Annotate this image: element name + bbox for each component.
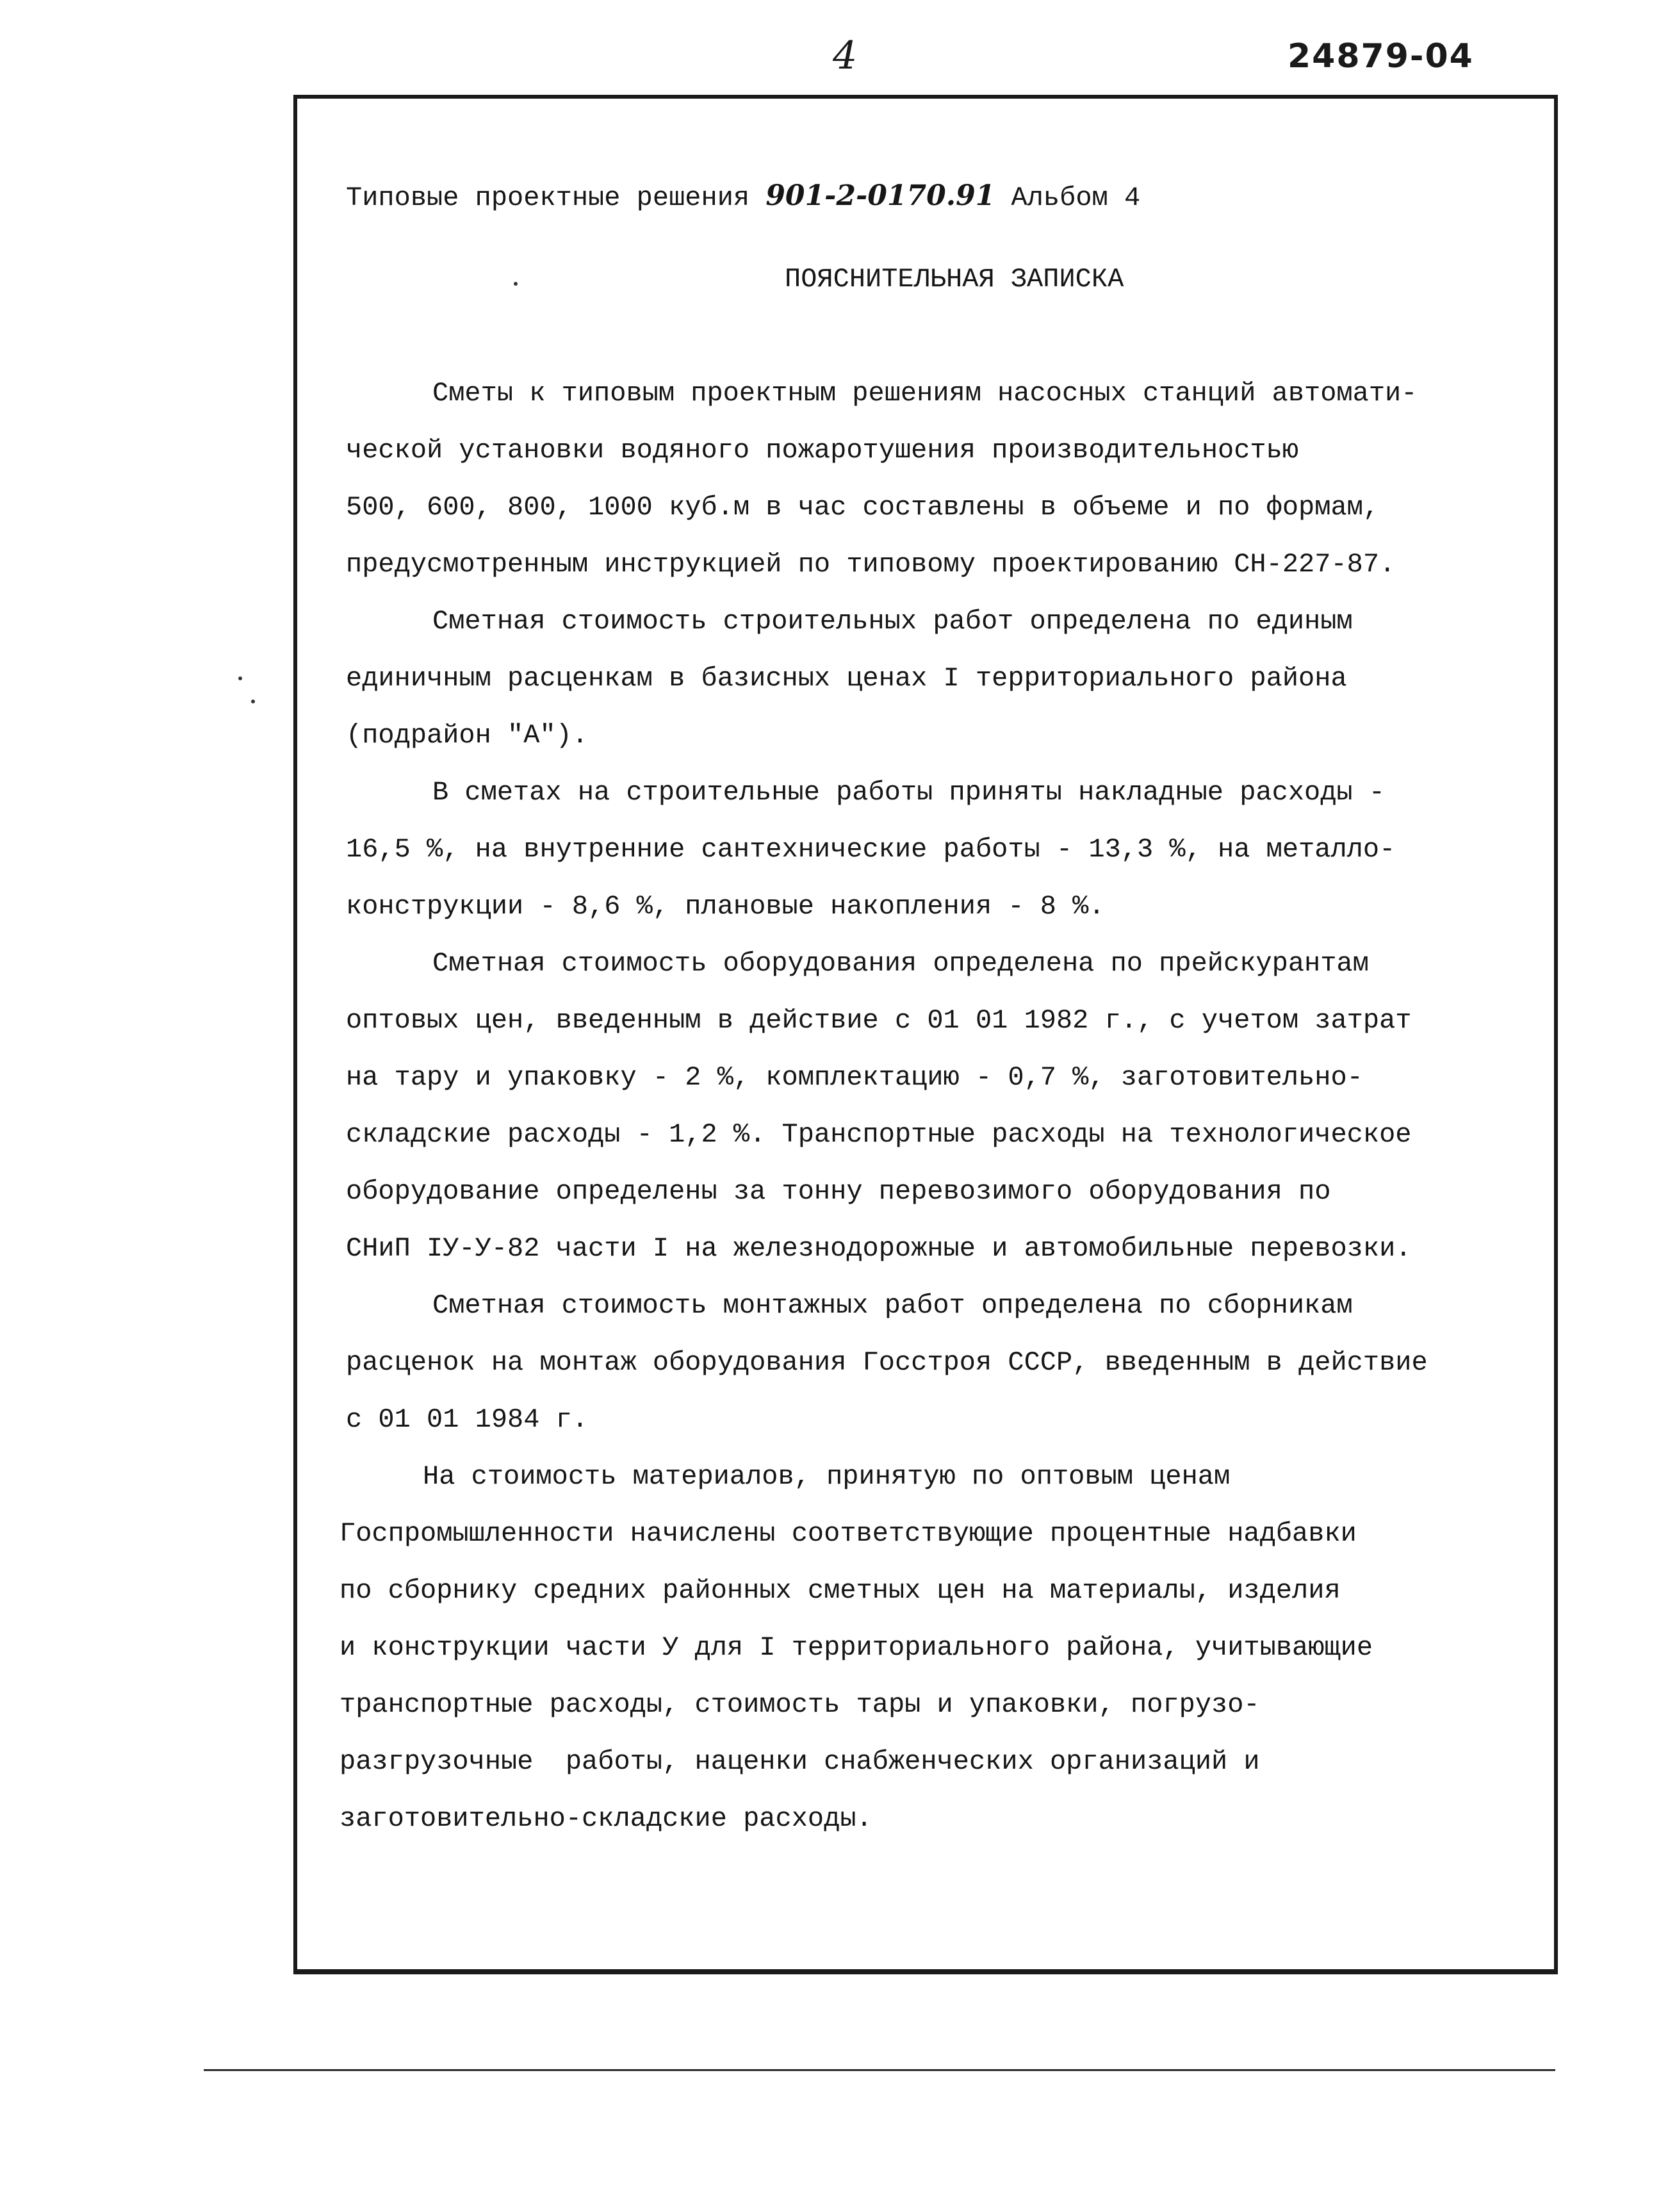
text-line: (подрайон "А"). — [346, 720, 589, 751]
text-line: и конструкции части У для I территориального района, учитывающие — [339, 1632, 1373, 1663]
scan-speck — [514, 282, 518, 286]
text-line: разгрузочные работы, наценки снабженческих организаций и — [339, 1746, 1260, 1777]
text-line: оптовых цен, введенным в действие с 01 01 1982 г., с учетом затрат — [346, 1005, 1412, 1036]
header-series-number: 901-2-0170.91 — [765, 179, 995, 212]
header-line — [346, 179, 1140, 213]
bottom-rule — [204, 2069, 1555, 2071]
header-prefix: Типовые проектные решения — [346, 183, 766, 213]
text-line: на тару и упаковку - 2 %, комплектацию - 0,7 %, заготовительно- — [346, 1062, 1363, 1093]
text-line: ческой установки водяного пожаротушения производительностью — [346, 435, 1299, 466]
text-line: транспортные расходы, стоимость тары и упаковки, погрузо- — [339, 1689, 1260, 1720]
header-suffix: Альбом 4 — [995, 183, 1141, 213]
text-line: Госпромышленности начислены соответствующие процентные надбавки — [339, 1518, 1357, 1549]
text-line: 16,5 %, на внутренние сантехнические работы - 13,3 %, на металло- — [346, 834, 1396, 865]
text-line: СНиП IУ-У-82 части I на железнодорожные и автомобильные перевозки. — [346, 1233, 1412, 1264]
document-code: 24879-04 — [1288, 37, 1474, 76]
text-line: Сметная стоимость строительных работ определена по единым — [432, 606, 1353, 637]
document-title: ПОЯСНИТЕЛЬНАЯ ЗАПИСКА — [785, 264, 1124, 295]
text-line: Сметная стоимость монтажных работ определена по сборникам — [432, 1290, 1353, 1321]
text-line: заготовительно-складские расходы. — [339, 1803, 872, 1834]
text-line: 500, 600, 800, 1000 куб.м в час составлены в объеме и по формам, — [346, 492, 1380, 523]
text-line: с 01 01 1984 г. — [346, 1404, 589, 1435]
text-line: Сметная стоимость оборудования определена по прейскурантам — [432, 948, 1369, 979]
text-line: предусмотренным инструкцией по типовому проектированию СН-227-87. — [346, 549, 1396, 580]
text-line: по сборнику средних районных сметных цен на материалы, изделия — [339, 1575, 1341, 1606]
text-line: единичным расценкам в базисных ценах I территориального района — [346, 663, 1347, 694]
text-line: В сметах на строительные работы приняты накладные расходы - — [432, 777, 1386, 808]
text-line: оборудование определены за тонну перевозимого оборудования по — [346, 1176, 1331, 1207]
scan-speck — [251, 700, 255, 703]
scan-speck — [238, 676, 242, 680]
page-number: 4 — [833, 33, 858, 78]
text-line: На стоимость материалов, принятую по оптовым ценам — [423, 1461, 1231, 1492]
text-line: складские расходы - 1,2 %. Транспортные расходы на технологическое — [346, 1119, 1412, 1150]
text-line: расценок на монтаж оборудования Госстроя СССР, введенным в действие — [346, 1347, 1428, 1378]
text-line: конструкции - 8,6 %, плановые накопления - 8 %. — [346, 891, 1105, 922]
text-line: Сметы к типовым проектным решениям насосных станций автомати- — [432, 378, 1418, 409]
